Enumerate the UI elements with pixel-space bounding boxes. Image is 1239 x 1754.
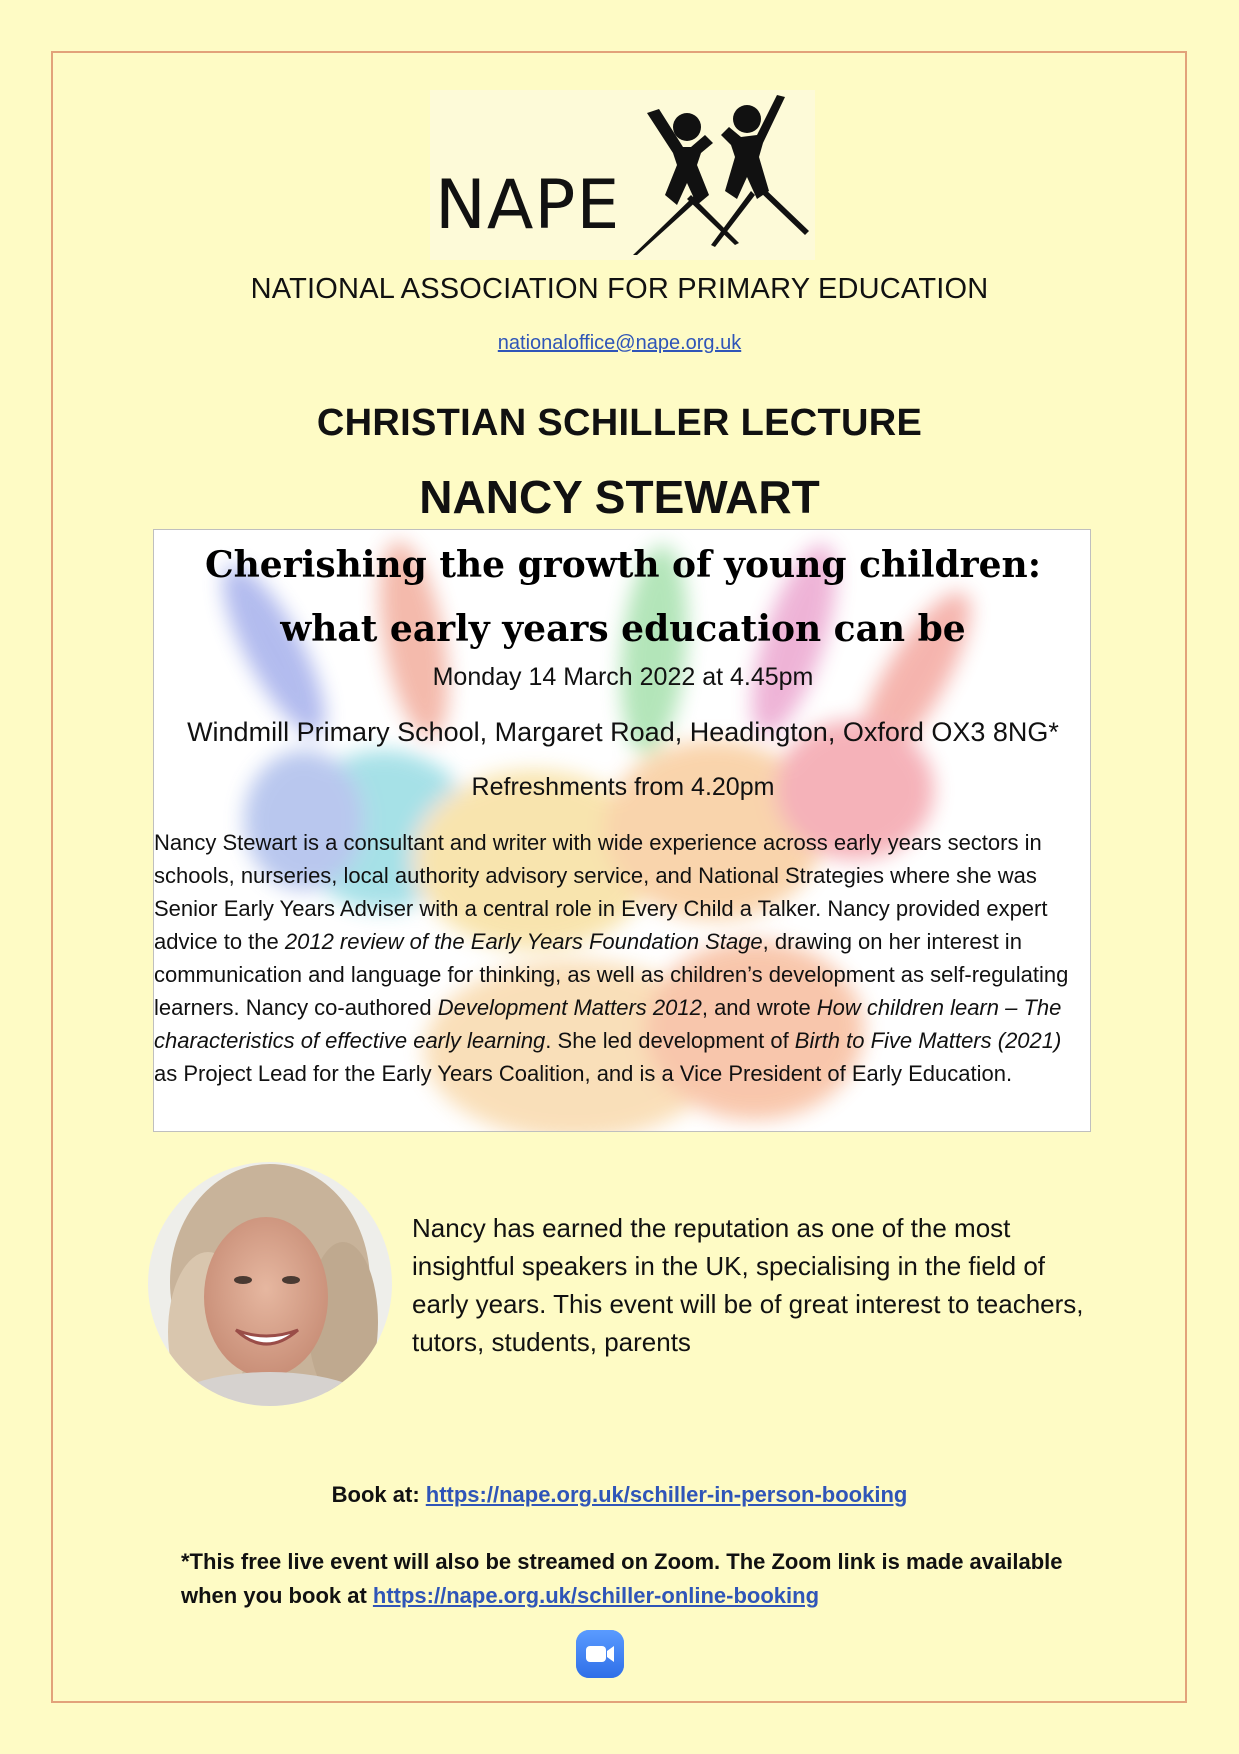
bio-text: Nancy Stewart is a consultant and writer with wide experience across early years sectors in schools, nurseries, local authority advisory service, and National Strategies where she was Senior Early Years Adviser with a central role in Every Child a Talker. Nancy provided expert advice to the — [154, 830, 1048, 954]
bio-italic-title: Birth to Five Matters (2021) — [794, 1028, 1062, 1053]
speaker-bio — [154, 826, 1088, 1090]
two-children-figures-icon — [625, 95, 810, 255]
bio-italic-title: How children learn – The characteristics of effective early learning — [154, 995, 1062, 1053]
speaker-name: NANCY STEWART — [419, 471, 820, 523]
bio-italic-title: Development Matters 2012 — [437, 995, 702, 1020]
bio-text: , and wrote — [701, 995, 817, 1020]
stream-note-text: *This free live event will also be streamed on Zoom. The Zoom link is made available when you book at — [181, 1549, 1063, 1608]
event-venue: Windmill Primary School, Margaret Road, Headington, Oxford OX3 8NG* — [187, 717, 1059, 747]
speaker-photo — [148, 1162, 392, 1406]
lecture-subtitle-line-2: what early years education can be — [280, 608, 966, 650]
online-booking-link[interactable]: https://nape.org.uk/schiller-online-booking — [372, 1583, 820, 1608]
lecture-subtitle-line-1: Cherishing the growth of young children: — [204, 544, 1042, 586]
nape-logo — [430, 90, 815, 260]
booking-label: Book at: — [331, 1482, 426, 1507]
booking-line — [0, 1482, 1239, 1508]
bio-italic-title: 2012 review of the Early Years Foundation Stage — [284, 929, 763, 954]
event-date: Monday 14 March 2022 at 4.45pm — [432, 663, 814, 691]
bio-text: as Project Lead for the Early Years Coalition, and is a Vice President of Early Education. — [154, 1061, 1013, 1086]
in-person-booking-link[interactable]: https://nape.org.uk/schiller-in-person-booking — [425, 1482, 908, 1507]
zoom-stream-note — [181, 1545, 1081, 1613]
zoom-video-camera-icon — [576, 1630, 624, 1678]
organisation-name: NATIONAL ASSOCIATION FOR PRIMARY EDUCATION — [250, 273, 989, 305]
speaker-blurb: Nancy has earned the reputation as one of the most insightful speakers in the UK, specialising in the field of early years. This event will be of great interest to teachers, tutors, students, parents — [412, 1213, 1084, 1357]
bio-text: . She led development of — [545, 1028, 795, 1053]
refreshments-time: Refreshments from 4.20pm — [471, 773, 775, 801]
bio-text: , drawing on her interest in communication and language for thinking, as well as children’s development as self-regulating learners. Nancy co-authored — [154, 929, 1069, 1020]
logo-text: NAPE — [435, 166, 621, 245]
email-link[interactable]: nationaloffice@nape.org.uk — [497, 332, 742, 354]
lecture-title: CHRISTIAN SCHILLER LECTURE — [316, 402, 923, 444]
event-details-box — [153, 529, 1091, 1132]
